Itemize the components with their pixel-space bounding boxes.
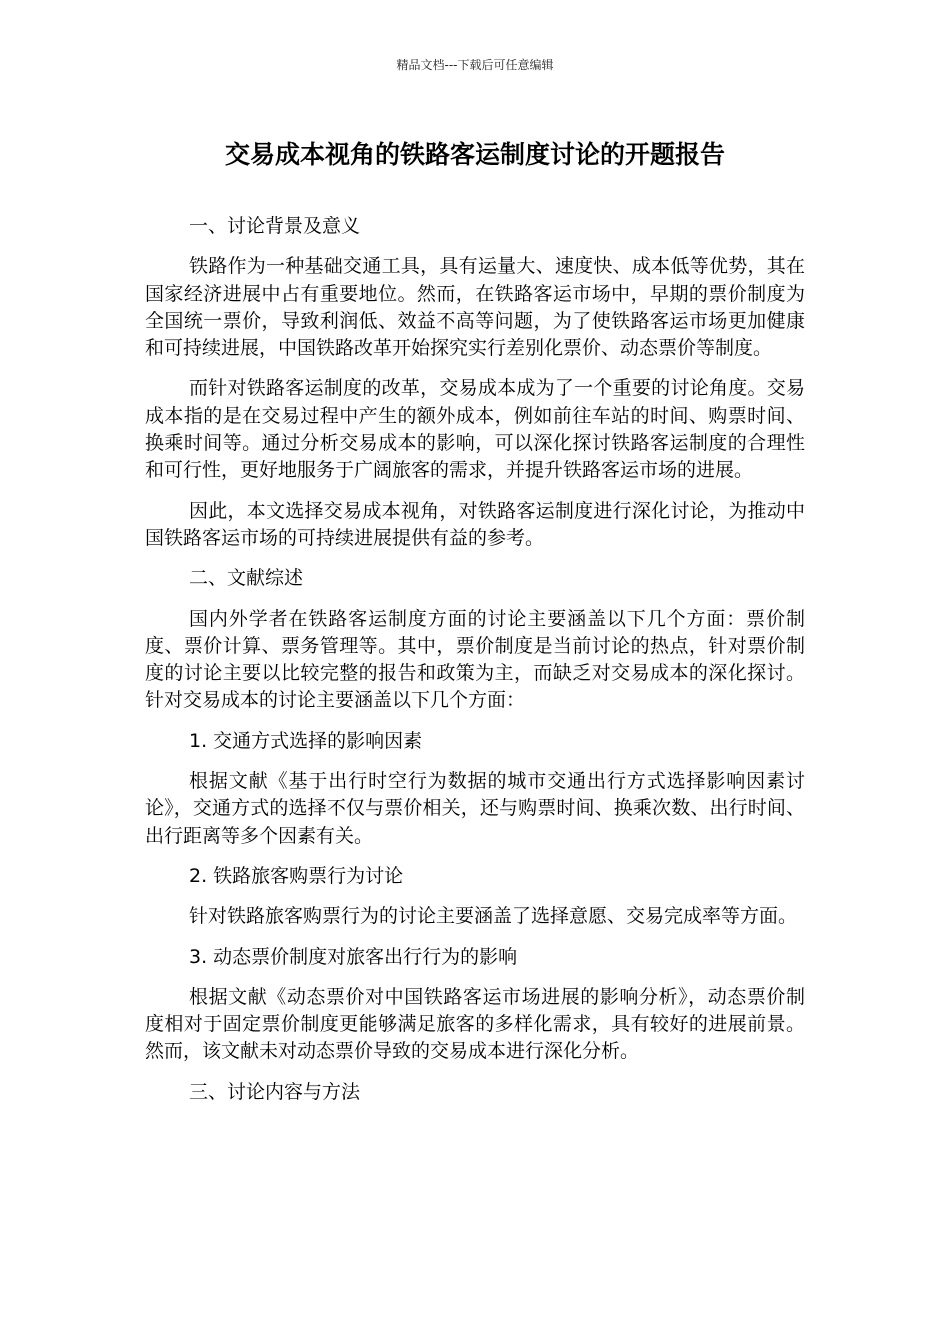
section-heading-background: 一、讨论背景及意义 xyxy=(189,215,361,237)
paragraph: 根据文献《基于出行时空行为数据的城市交通出行方式选择影响因素讨论》，交通方式的选择不仅与票价相关，还与购票时间、换乘次数、出行时间、出行距离等多个因素有关。 xyxy=(145,770,805,847)
paragraph: 针对铁路旅客购票行为的讨论主要涵盖了选择意愿、交易完成率等方面。 xyxy=(189,905,798,928)
paragraph: 因此，本文选择交易成本视角，对铁路客运制度进行深化讨论，为推动中国铁路客运市场的可持续进展提供有益的参考。 xyxy=(145,499,805,549)
document-body xyxy=(145,213,805,1119)
section-heading-literature: 二、文献综述 xyxy=(189,567,304,590)
paragraph: 而针对铁路客运制度的改革，交易成本成为了一个重要的讨论角度。交易成本指的是在交易过程中产生的额外成本，例如前往车站的时间、购票时间、换乘时间等。通过分析交易成本的影响，可以深化探讨铁路客运制度的合理性和可行性，更好地服务于广阔旅客的需求，并提升铁路客运市场的进展。 xyxy=(145,377,805,482)
paragraph: 国内外学者在铁路客运制度方面的讨论主要涵盖以下几个方面：票价制度、票价计算、票务管理等。其中，票价制度是当前讨论的热点，针对票价制度的讨论主要以比较完整的报告和政策为主，而缺乏对交易成本的深化探讨。针对交易成本的讨论主要涵盖以下几个方面： xyxy=(145,607,805,712)
section-heading-methods: 三、讨论内容与方法 xyxy=(189,1080,361,1103)
header-note: 精品文档---下载后可任意编辑 xyxy=(396,58,554,72)
page-title: 交易成本视角的铁路客运制度讨论的开题报告 xyxy=(224,140,725,169)
subheading-mode-choice: 1. 交通方式选择的影响因素 xyxy=(189,729,423,752)
paragraph: 铁路作为一种基础交通工具，具有运量大、速度快、成本低等优势，其在国家经济进展中占有重要地位。然而，在铁路客运市场中，早期的票价制度为全国统一票价，导致利润低、效益不高等问题，为了使铁路客运市场更加健康和可持续进展，中国铁路改革开始探究实行差别化票价、动态票价等制度。 xyxy=(145,255,805,360)
paragraph: 根据文献《动态票价对中国铁路客运市场进展的影响分析》，动态票价制度相对于固定票价制度更能够满足旅客的多样化需求，具有较好的进展前景。然而，该文献未对动态票价导致的交易成本进行深化分析。 xyxy=(145,985,805,1063)
subheading-dynamic-pricing: 3. 动态票价制度对旅客出行行为的影响 xyxy=(189,945,518,968)
subheading-ticket-behavior: 2. 铁路旅客购票行为讨论 xyxy=(189,864,404,887)
